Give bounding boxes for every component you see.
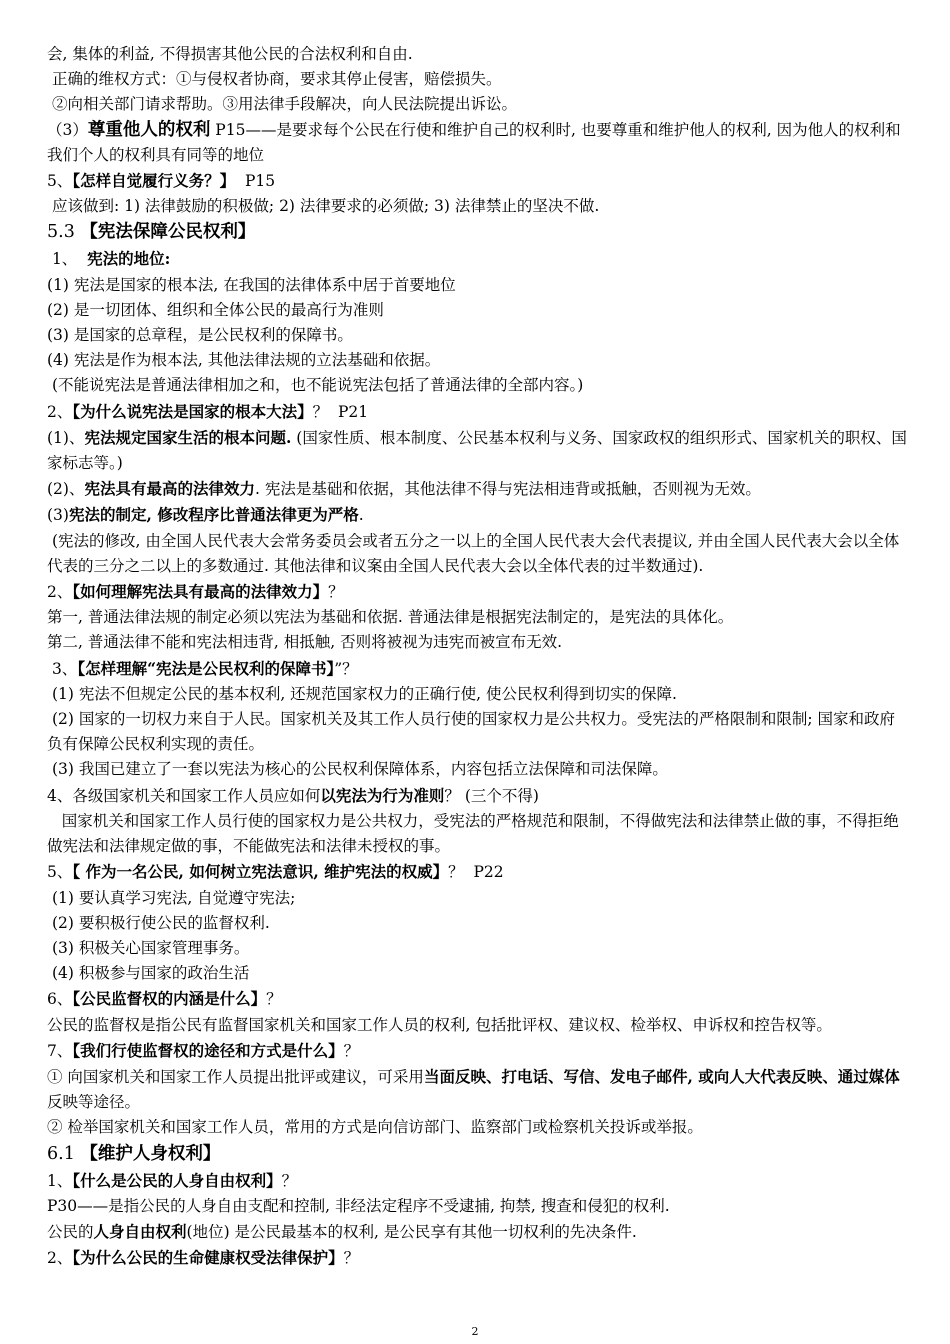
text-line: (不能说宪法是普通法律相加之和，也不能说宪法包括了普通法律的全部内容。) [47,376,584,395]
question-heading [47,986,909,1012]
text-line: P30——是指公民的人身自由支配和控制, 非经法定程序不受逮捕, 拘禁, 搜查和侵犯的权利. [47,1196,670,1215]
text-run: ”？ [334,659,358,678]
question-heading [47,859,909,885]
emphasis-run: 【公民监督权的内涵是什么】 [72,989,267,1009]
section-number: 6.1 [47,1143,81,1164]
text-run: ？ [328,583,344,602]
text-run: (2)、 [47,480,85,499]
text-run: 1、 [47,1171,73,1190]
text-run: P15 [235,172,276,191]
section-number: 5.3 [47,222,81,243]
text-run: 公民的 [47,1222,94,1241]
question-heading [47,656,909,682]
text-line [47,118,909,168]
text-run: ？ [266,990,282,1009]
text-line: 会, 集体的利益, 不得损害其他公民的合法权利和自由. [47,45,413,63]
emphasis-run: 【我们行使监督权的途径和方式是什么】 [72,1040,344,1060]
text-run: ？ [343,1249,360,1268]
text-run: 7、 [47,1041,73,1060]
question-heading [47,1245,909,1271]
text-line: 正确的维权方式：①与侵权者协商，要求其停止侵害，赔偿损失。 [47,70,502,89]
text-line: (2) 国家的一切权力来自于人民。国家机关及其工作人员行使的国家权力是公共权力。受宪法的严格限制和限制; 国家和政府负有保障公民权利实现的责任。 [47,710,895,754]
text-run: ？ [281,1171,298,1190]
text-run: 3、 [47,659,78,678]
text-line: 第一, 普通法律法规的制定必须以宪法为基础和依据. 普通法律是根据宪法制定的，是宪法的具体化。 [47,608,734,627]
question-heading [47,168,909,194]
text-line: 公民的监督权是指公民有监督国家机关和国家工作人员的权利, 包括批评权、建议权、检举权、申诉权和控告权等。 [47,1015,832,1034]
text-run: (3) [47,506,69,525]
section-title: 【维护人身权利】 [80,1143,221,1164]
text-run: 5、 [47,863,73,882]
text-line: (3) 我国已建立了一套以宪法为核心的公民权利保障体系，内容包括立法保障和司法保障。 [47,760,668,779]
text-run: (1)、 [47,428,85,447]
text-line: ② 检举国家机关和国家工作人员，常用的方式是向信访部门、监察部门或检察机关投诉或举报。 [47,1118,703,1137]
question-heading [47,399,909,425]
text-run: 2、 [47,402,73,421]
question-heading [47,1168,909,1194]
text-run: (国家性质、根本制度、公民基本权利与义务、国家政权的组织形式、国家机关的职权、国家标志等。) [47,428,907,473]
emphasis-run: 人身自由权利 [93,1221,187,1241]
question-heading [47,1038,909,1064]
text-run: ？ P21 [312,402,369,421]
section-title: 【宪法保障公民权利】 [80,222,256,243]
emphasis-run: 以宪法为行为准则 [320,785,445,805]
text-line: (3) 积极关心国家管理事务。 [47,938,250,957]
text-run: (地位) 是公民最基本的权利, 是公民享有其他一切权利的先决条件. [186,1222,637,1241]
emphasis-run: 当面反映、打电话、写信、发电子邮件, 或向人大代表反映、通过媒体 [423,1066,900,1086]
emphasis-run: 宪法的地位: [87,249,171,269]
text-run: 4、各级国家机关和国家工作人员应如何 [47,786,321,805]
text-line [47,476,909,502]
text-line: 国家机关和国家工作人员行使的国家权力是公共权力，受宪法的严格规范和限制，不得做宪法和法律禁止做的事，不得拒绝做宪法和法律规定做的事，不能做宪法和法律未授权的事。 [47,811,899,856]
emphasis-run: 【为什么公民的生命健康权受法律保护】 [72,1248,344,1268]
text-run: . 宪法是基础和依据，其他法律不得与宪法相违背或抵触，否则视为无效。 [254,480,761,499]
question-heading [47,246,909,272]
text-line [47,1064,909,1115]
text-line: ②向相关部门请求帮助。③用法律手段解决，向人民法院提出诉讼。 [47,95,517,114]
text-run: ？ (三个不得) [444,786,539,805]
emphasis-run: 尊重他人的权利 [87,119,211,140]
text-line: 应该做到: 1) 法律鼓励的积极做; 2) 法律要求的必须做; 3) 法律禁止的坚决不做. [47,197,600,216]
question-heading [47,579,909,605]
text-line [47,425,909,476]
emphasis-run: 【什么是公民的人身自由权利】 [72,1170,282,1190]
section-heading [47,219,909,246]
text-run: 5、 [47,172,73,191]
text-line [47,1219,909,1245]
text-run: P15——是要求每个公民在行使和维护自己的权利时, 也要尊重和维护他人的权利, 因为他人的权利和我们个人的权利具有同等的地位 [47,120,901,164]
text-run: ？ [343,1041,360,1060]
document-body [47,42,909,1271]
text-line: 第二, 普通法律不能和宪法相违背, 相抵触, 否则将被视为违宪而被宣布无效. [47,633,562,652]
text-line: (1) 宪法是国家的根本法, 在我国的法律体系中居于首要地位 [47,275,456,294]
question-heading [47,783,909,809]
text-run: 6、 [47,990,73,1009]
text-run: （3） [47,120,88,139]
page-number: 2 [471,1325,479,1338]
emphasis-run: 【如何理解宪法具有最高的法律效力】 [72,582,329,602]
text-line: (4) 宪法是作为根本法, 其他法律法规的立法基础和依据。 [47,351,441,370]
text-line: (3) 是国家的总章程，是公民权利的保障书。 [47,326,353,345]
text-run: ？ P22 [448,863,504,882]
text-line: (2) 是一切团体、组织和全体公民的最高行为准则 [47,300,384,319]
emphasis-run: 【怎样自觉履行义务？】 [72,171,236,191]
emphasis-run: 【为什么说宪法是国家的根本大法】 [72,401,313,421]
text-line [47,502,909,528]
text-run: 2、 [47,583,73,602]
emphasis-run: 宪法具有最高的法律效力 [84,479,255,499]
emphasis-run: 【怎样理解“宪法是公民权利的保障书】 [77,658,335,678]
emphasis-run: 宪法规定国家生活的根本问题. [84,427,292,447]
text-line: (宪法的修改, 由全国人民代表大会常务委员会或者五分之一以上的全国人民代表大会代表提议, 并由全国人民代表大会以全体代表的三分之二以上的多数通过. 其他法律和议案由全国人民代表大会以全体代表的过半数通过). [47,531,900,575]
text-run: 2、 [47,1249,73,1268]
text-line: (4) 积极参与国家的政治生活 [47,964,250,983]
text-run: 1、 [47,250,88,269]
text-line: (1) 宪法不但规定公民的基本权利, 还规范国家权力的正确行使, 使公民权利得到切实的保障. [47,684,677,703]
text-run: ① 向国家机关和国家工作人员提出批评或建议，可采用 [47,1067,424,1086]
emphasis-run: 宪法的制定, 修改程序比普通法律更为严格 [68,505,359,525]
text-run: . [358,506,364,525]
section-heading [47,1141,909,1168]
text-line: (1) 要认真学习宪法, 自觉遵守宪法; [47,888,296,907]
text-run: 反映等途径。 [47,1093,141,1112]
emphasis-run: 【 作为一名公民, 如何树立宪法意识, 维护宪法的权威】 [72,862,449,882]
text-line: (2) 要积极行使公民的监督权利. [47,913,270,932]
